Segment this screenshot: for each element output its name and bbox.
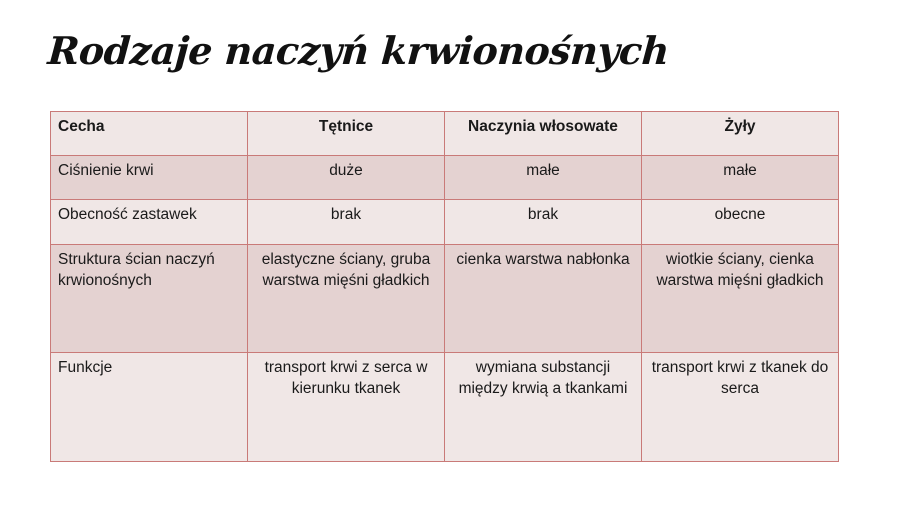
table-cell: elastyczne ściany, gruba warstwa mięśni gładkich	[248, 245, 445, 353]
comparison-table	[50, 111, 839, 462]
table-cell: brak	[248, 200, 445, 245]
table-cell: transport krwi z tkanek do serca	[642, 353, 839, 462]
table-cell: cienka warstwa nabłonka	[445, 245, 642, 353]
row-label: Ciśnienie krwi	[51, 156, 248, 200]
table-row	[51, 245, 839, 353]
table-row	[51, 156, 839, 200]
page-title: Rodzaje naczyń krwionośnych	[46, 28, 671, 73]
table-cell: wymiana substancji między krwią a tkankami	[445, 353, 642, 462]
table-row	[51, 353, 839, 462]
table-cell: duże	[248, 156, 445, 200]
table-cell: małe	[642, 156, 839, 200]
header-cell-veins: Żyły	[642, 112, 839, 156]
table-cell: transport krwi z serca w kierunku tkanek	[248, 353, 445, 462]
header-cell-capillaries: Naczynia włosowate	[445, 112, 642, 156]
table-cell: małe	[445, 156, 642, 200]
table-cell: brak	[445, 200, 642, 245]
table-header-row	[51, 112, 839, 156]
row-label: Struktura ścian naczyń krwionośnych	[51, 245, 248, 353]
row-label: Funkcje	[51, 353, 248, 462]
header-cell-arteries: Tętnice	[248, 112, 445, 156]
row-label: Obecność zastawek	[51, 200, 248, 245]
table-cell: obecne	[642, 200, 839, 245]
table-row	[51, 200, 839, 245]
header-cell-feature: Cecha	[51, 112, 248, 156]
table-cell: wiotkie ściany, cienka warstwa mięśni gładkich	[642, 245, 839, 353]
